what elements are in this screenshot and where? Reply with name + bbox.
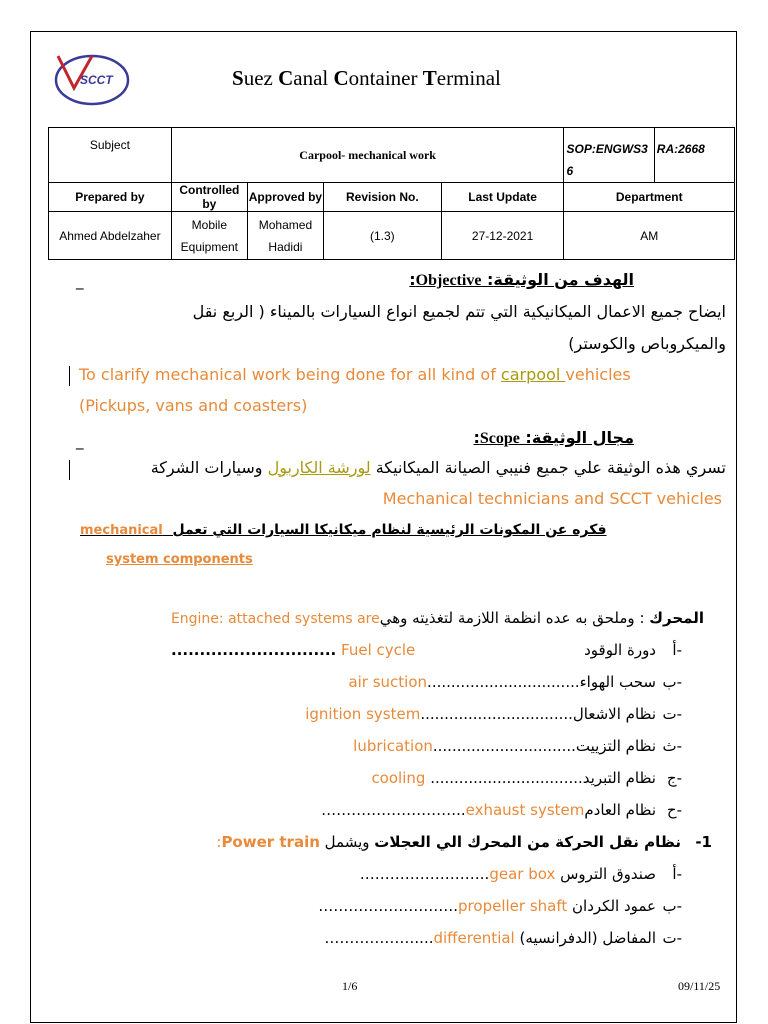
scope-dash: _ — [76, 432, 84, 450]
list-marker: ت- — [662, 929, 682, 947]
carpool-link: carpool — [500, 365, 566, 384]
company-name: Suez Canal Container Terminal — [232, 66, 501, 90]
components-heading-en: system components — [106, 552, 253, 567]
engine-item-cooling: cooling ................................نظام التبريد — [371, 769, 656, 787]
list-marker: ب- — [662, 897, 682, 915]
subject-title: Carpool- mechanical work — [171, 128, 564, 183]
ra-code: RA:2668 — [654, 128, 734, 183]
col-prepared-by: Prepared by — [49, 183, 172, 212]
scope-heading: :Scope :مجال الوثيقة — [473, 428, 634, 447]
scope-text-en: Mechanical technicians and SCCT vehicles — [382, 489, 722, 508]
scope-text-ar: تسري هذه الوثيقة علي جميع فنيبي الصيانة الميكانيكة لورشة الكاربول وسيارات الشركة — [150, 458, 726, 477]
logo-text: SCCT — [80, 73, 113, 87]
engine-item-lubrication: lubrication..............................نظام التزييت — [353, 737, 656, 755]
col-revision-no: Revision No. — [324, 183, 442, 212]
document-header-table — [48, 127, 735, 260]
components-heading: mechanical فكره عن المكونات الرئيسية لنظام ميكانيكا السيارات التي تعمل — [80, 522, 607, 538]
objective-text-ar-2: والميكروباص والكوستر) — [568, 334, 726, 353]
list-marker: ث- — [662, 737, 682, 755]
col-department: Department — [564, 183, 735, 212]
val-approved-by: Mohamed Hadidi — [247, 212, 323, 260]
powertrain-heading: :Power train ويشمل نظام نقل الحركة من المحرك الي العجلات -1 — [216, 833, 712, 851]
col-approved-by: Approved by — [247, 183, 323, 212]
objective-dash: _ — [76, 272, 84, 290]
list-marker: ت- — [662, 705, 682, 723]
col-last-update: Last Update — [441, 183, 564, 212]
col-controlled-by: Controlled by — [171, 183, 247, 212]
engine-item-air: air suction................................سحب الهواء — [348, 673, 656, 691]
list-marker: ب- — [662, 673, 682, 691]
objective-text-en-2: (Pickups, vans and coasters) — [79, 396, 308, 415]
subject-label: Subject — [49, 128, 172, 183]
scct-logo — [52, 50, 132, 110]
change-bar — [69, 366, 70, 386]
powertrain-item-differential: ………………....differential المفاضل (الدفرانسيه) — [324, 929, 656, 947]
change-bar — [69, 460, 70, 480]
list-marker: أ- — [672, 641, 682, 659]
powertrain-item-gearbox: ……………………..gear box صندوق التروس — [359, 865, 656, 883]
sop-code: SOP:ENGWS3 6 — [564, 128, 654, 183]
powertrain-item-propeller: ……………………….propeller shaft عمود الكردان — [318, 897, 656, 915]
val-department: AM — [564, 212, 735, 260]
list-marker: أ- — [672, 865, 682, 883]
val-last-update: 27-12-2021 — [441, 212, 564, 260]
engine-item-ignition: ignition system................................نظام الاشعال — [305, 705, 656, 723]
page-number: 1/6 — [342, 979, 358, 993]
list-marker: ج- — [666, 769, 682, 787]
engine-item-exhaust: ………………………..exhaust systemنظام العادم — [321, 801, 656, 819]
engine-heading: Engine: attached systems are : وملحق به عده انظمة اللازمة لتغذيته وهيالمحرك — [170, 609, 704, 627]
val-prepared-by: Ahmed Abdelzaher — [49, 212, 172, 260]
val-controlled-by: Mobile Equipment — [171, 212, 247, 260]
engine-item-fuel: دورة الوقود — [584, 641, 656, 659]
engine-item-fuel-en: ............................. Fuel cycle — [171, 641, 416, 659]
print-date: 09/11/25 — [678, 979, 721, 993]
val-revision-no: (1.3) — [324, 212, 442, 260]
list-marker: ح- — [666, 801, 682, 819]
objective-text-en-1: To clarify mechanical work being done for all kind of carpool vehicles — [79, 365, 631, 384]
objective-heading: :Objective :الهدف من الوثيقة — [409, 270, 634, 289]
carpool-workshop-link: لورشة الكاربول — [267, 458, 371, 477]
objective-text-ar-1: ايضاح جميع الاعمال الميكانيكية التي تتم لجميع انواع السيارات بالميناء ( الربع نقل — [192, 302, 726, 321]
